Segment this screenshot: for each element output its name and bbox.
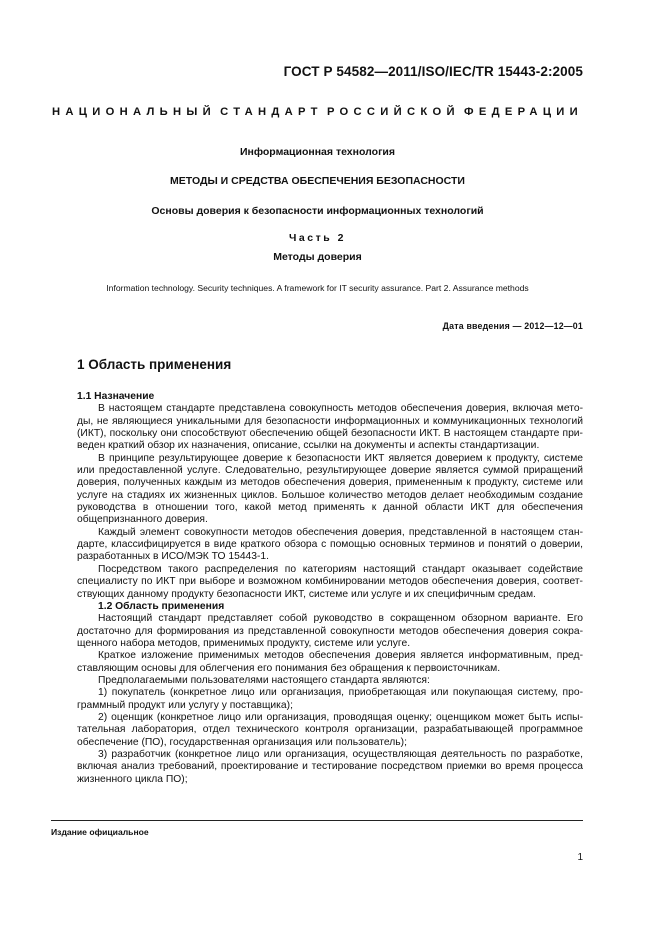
- text-line: общепризнанного доверия.: [77, 514, 208, 526]
- part-number: Часть 2: [289, 232, 346, 244]
- section-heading: 1 Область применения: [77, 357, 232, 372]
- text-line: 2) оценщик (конкретное лицо или организация, проводящая оценку; оценщиком может быть испы-: [98, 711, 583, 723]
- text-line: дарте, классифицируется в виде краткого обзора с помощью основных терминов и понятий о доверии,: [77, 539, 583, 551]
- text-line: граммный продукт или услугу у поставщика);: [77, 699, 293, 711]
- text-line: услуге на стадиях их жизненных циклов. Большое количество методов делает необходимым создание: [77, 489, 583, 501]
- text-line: щенного набора методов, применимых продукту, системе или услуге.: [77, 637, 411, 649]
- text-line: жизненного цикла ПО);: [77, 773, 188, 785]
- text-line: включая анализ требований, проектирование и тестирование посредством приемки во время процесса: [77, 761, 583, 773]
- introduction-date: Дата введения — 2012—12—01: [442, 321, 583, 331]
- text-line: ды, не являющиеся уникальными для безопасности информационных и коммуникационных технологий: [77, 415, 583, 427]
- english-title: Information technology. Security techniques. A framework for IT security assurance. Part 2. Assurance methods: [106, 283, 529, 293]
- banner-word: СТАНДАРТ: [220, 106, 323, 118]
- part-title: Методы доверия: [273, 251, 362, 263]
- text-line: обеспечение (ПО), государственная организация или пользователь);: [77, 736, 407, 748]
- standard-number: ГОСТ Р 54582—2011/ISO/IEC/TR 15443-2:2005: [283, 64, 583, 79]
- text-line: руководства в отношении того, какой метод применять к данной области ИКТ для обеспечения: [77, 502, 583, 514]
- text-line: ствующих данному продукту безопасности ИКТ, системе или услуге и их специфичным средам.: [77, 588, 536, 600]
- section-body: [77, 391, 583, 786]
- text-line: В настоящем стандарте представлена совокупность методов обеспечения доверия, включая мето-: [98, 403, 583, 415]
- banner-word: НАЦИОНАЛЬНЫЙ: [52, 106, 216, 118]
- title-subject: Основы доверия к безопасности информационных технологий: [151, 205, 484, 217]
- text-line: ставляющим основы для облегчения его понимания без обращения к первоисточникам.: [77, 662, 501, 674]
- subsection-heading: 1.1 Назначение: [77, 391, 155, 402]
- text-line: В принципе результирующее доверие к безопасности ИКТ является доверием к продукту, системе: [98, 452, 583, 464]
- text-line: 3) разработчик (конкретное лицо или организация, осуществляющая деятельность по разработке,: [98, 748, 583, 760]
- subsection-heading: 1.2 Область применения: [98, 600, 225, 612]
- text-line: доверия, полученных каждым из методов обеспечения доверия, примененным к продукту, системе или: [77, 477, 583, 489]
- banner-word: ФЕДЕРАЦИИ: [464, 106, 583, 118]
- text-line: разработанных в ИСО/МЭК ТО 15443-1.: [77, 551, 270, 563]
- national-standard-banner: [52, 106, 583, 118]
- text-line: Каждый элемент совокупности методов обеспечения доверия, представленной в настоящем стан-: [98, 526, 583, 538]
- text-line: или предоставленной услуге. Следовательно, результирующее доверие является суммой приращений: [77, 465, 583, 477]
- title-general: Информационная технология: [239, 146, 396, 158]
- page-number: 1: [577, 852, 583, 863]
- official-edition-label: Издание официальное: [51, 827, 149, 837]
- banner-word: РОССИЙСКОЙ: [326, 106, 460, 118]
- text-line: Предполагаемыми пользователями настоящего стандарта являются:: [98, 674, 430, 686]
- text-line: тательная лаборатория, отдел технического контроля организации, разрабатывающей программное: [77, 724, 583, 736]
- text-line: достаточно для формирования из представленной совокупности методов обеспечения доверия сокра-: [77, 625, 583, 637]
- text-line: веден краткий обзор их назначения, описание, ссылки на документы и аспекты стандартизации.: [77, 440, 540, 452]
- footer-divider: [51, 820, 583, 821]
- text-line: Посредством такого распределения по категориям настоящий стандарт оказывает содействие: [98, 563, 583, 575]
- text-line: Настоящий стандарт представляет собой руководство в сокращенном обзорном варианте. Его: [98, 613, 583, 625]
- title-main: МЕТОДЫ И СРЕДСТВА ОБЕСПЕЧЕНИЯ БЕЗОПАСНОСТИ: [170, 175, 465, 187]
- text-line: специалисту по ИКТ при выборе и возможном комбинировании методов обеспечения доверия, соответ-: [77, 576, 583, 588]
- text-line: 1) покупатель (конкретное лицо или организация, приобретающая или покупающая систему, про-: [98, 687, 583, 699]
- text-line: (ИКТ), поскольку они способствуют обеспечению общей безопасности ИКТ. В настоящем стандарте при-: [77, 428, 583, 440]
- text-line: Краткое изложение применимых методов обеспечения доверия является информативным, пред-: [98, 650, 583, 662]
